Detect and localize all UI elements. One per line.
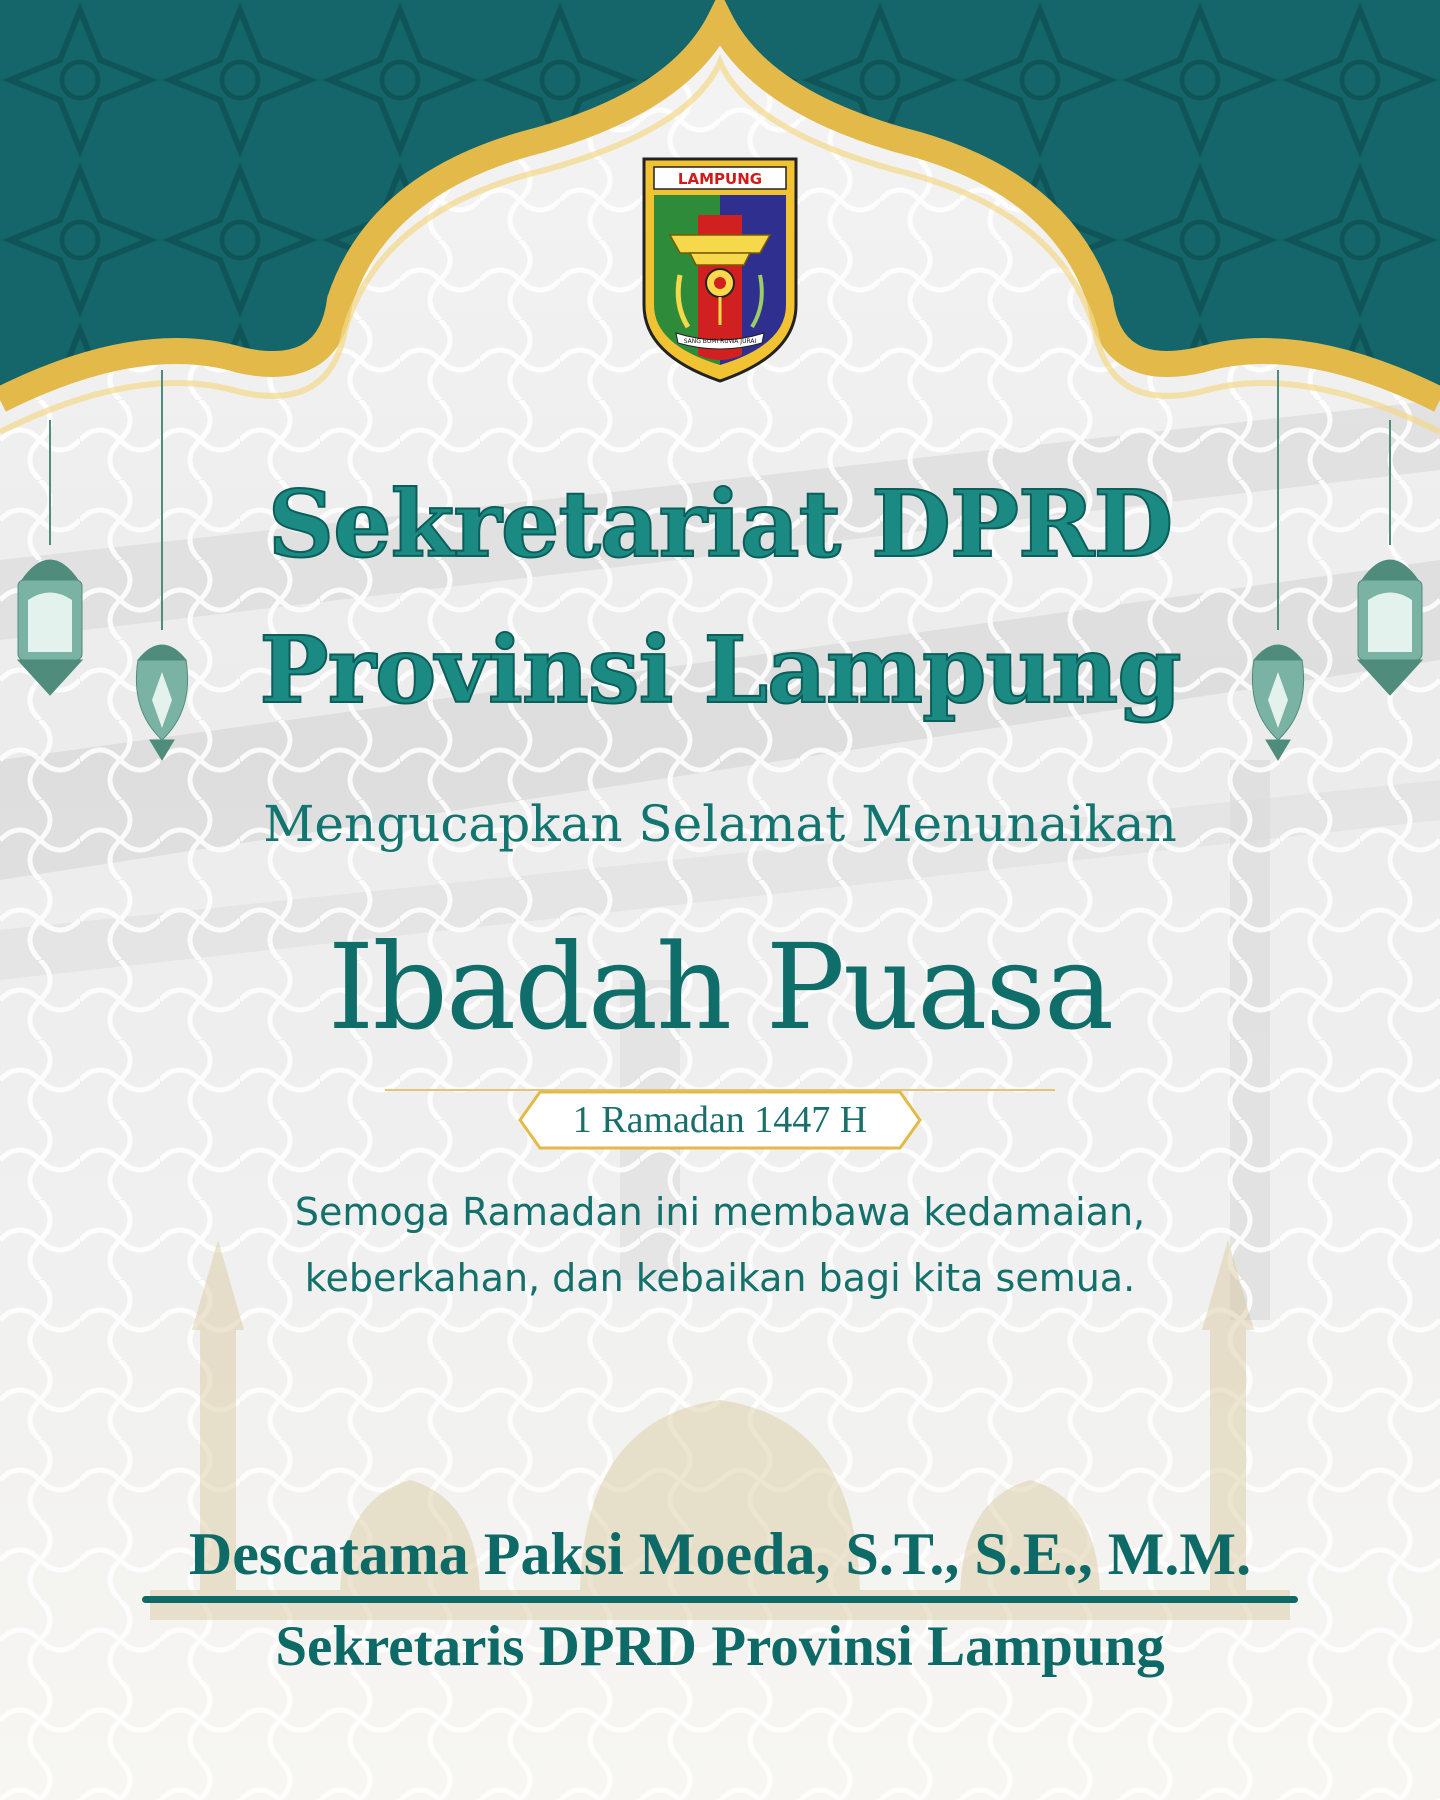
svg-text:LAMPUNG: LAMPUNG (677, 170, 763, 188)
main-title: Ibadah Puasa (327, 918, 1113, 1056)
message-line-1: Semoga Ramadan ini membawa kedamaian, (294, 1190, 1146, 1234)
date-badge: 1 Ramadan 1447 H (572, 1099, 868, 1141)
signer-position: Sekretaris DPRD Provinsi Lampung (275, 1615, 1165, 1678)
message-line-2: keberkahan, dan kebaikan bagi kita semua. (304, 1256, 1136, 1300)
svg-text:SANG BUMI RUWA JURAI: SANG BUMI RUWA JURAI (683, 338, 757, 345)
signer-name: Descatama Paksi Moeda, S.T., S.E., M.M. (188, 1521, 1252, 1587)
heading-line-2: Provinsi Lampung (259, 616, 1181, 724)
greeting-text: Mengucapkan Selamat Menunaikan (263, 795, 1177, 853)
signature-divider (142, 1596, 1298, 1603)
heading-line-1: Sekretariat DPRD (267, 470, 1173, 578)
